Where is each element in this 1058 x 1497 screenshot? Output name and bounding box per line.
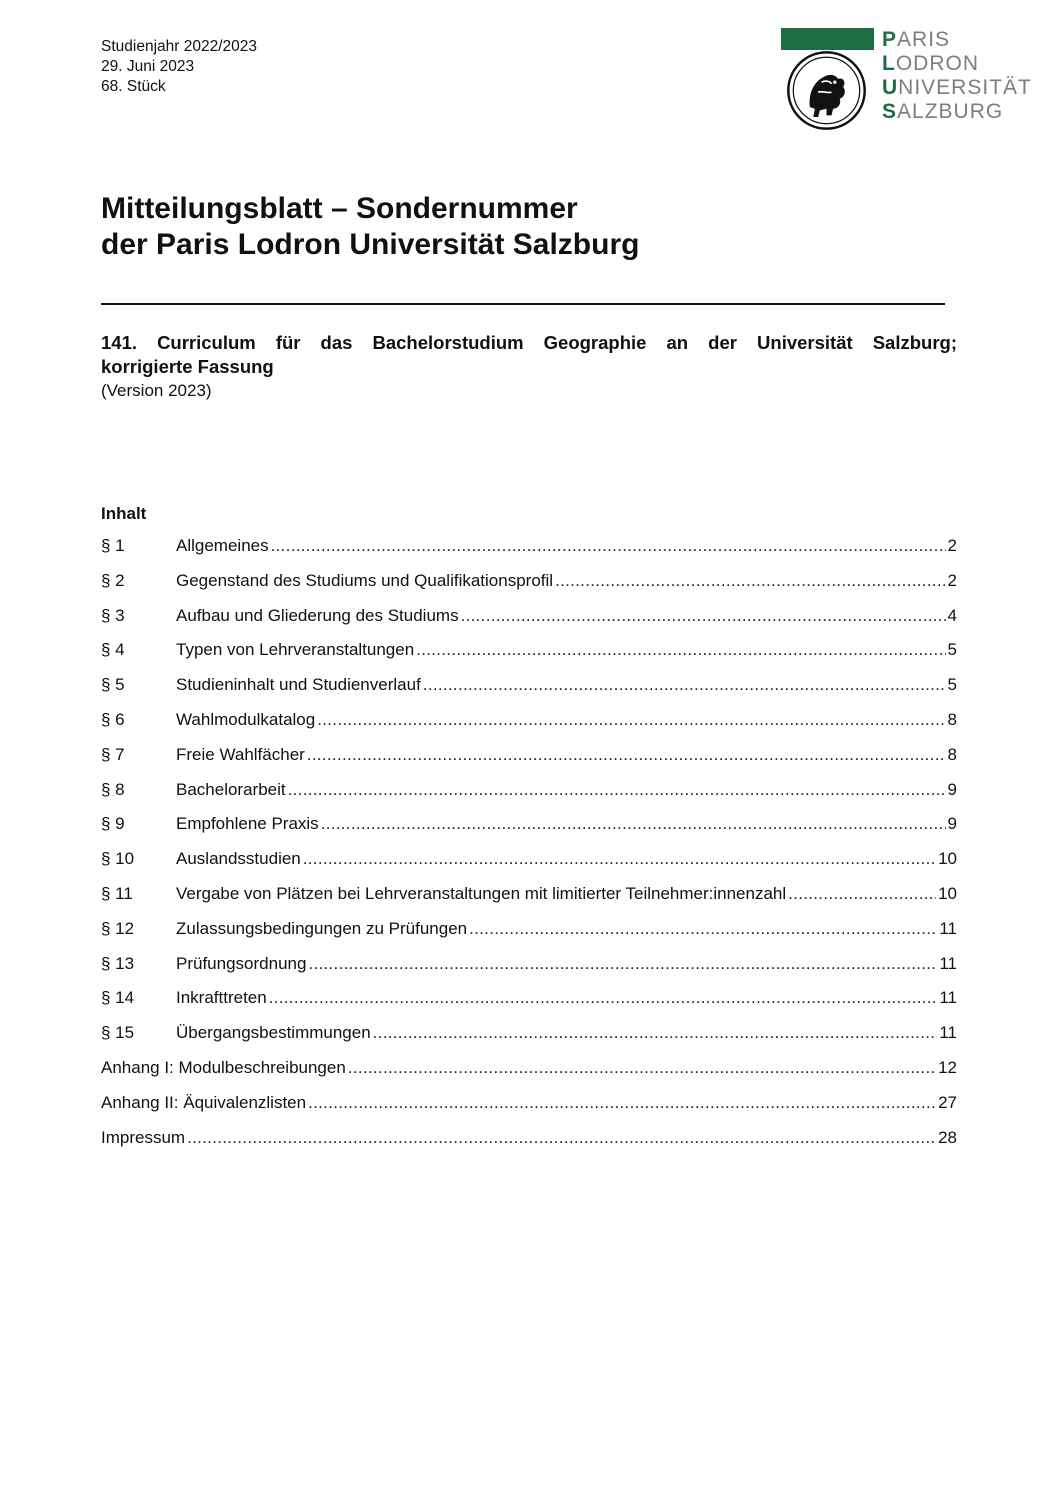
table-of-contents	[101, 536, 957, 1162]
toc-entry-page: 8	[947, 709, 957, 729]
toc-entry-label: Anhang II: Äquivalenzlisten	[101, 1092, 307, 1112]
toc-entry-page: 28	[938, 1127, 957, 1147]
toc-dot-leader	[308, 954, 937, 974]
toc-entry[interactable]	[101, 780, 957, 815]
document-version: (Version 2023)	[101, 381, 212, 400]
logo-line: SALZBURG	[882, 100, 1004, 123]
toc-entry-page: 9	[947, 779, 957, 799]
toc-entry-page: 27	[938, 1092, 957, 1112]
toc-entry[interactable]	[101, 849, 957, 884]
document-title	[101, 331, 957, 379]
issue-date: 29. Juni 2023	[101, 58, 195, 75]
toc-entry[interactable]	[101, 536, 957, 571]
toc-entry-page: 9	[947, 814, 957, 834]
toc-entry[interactable]	[101, 919, 957, 954]
toc-dot-leader	[308, 1093, 936, 1113]
toc-entry-page: 4	[947, 605, 957, 625]
university-logo	[781, 28, 1041, 126]
toc-dot-leader	[288, 780, 946, 800]
logo-line: UNIVERSITÄT	[882, 76, 1032, 99]
toc-dot-leader	[788, 884, 936, 904]
toc-entry-label: Übergangsbestimmungen	[176, 1023, 371, 1043]
toc-entry-label: Typen von Lehrveranstaltungen	[176, 640, 415, 660]
toc-dot-leader	[416, 640, 945, 660]
toc-entry-label: Studieninhalt und Studienverlauf	[176, 675, 421, 695]
toc-dot-leader	[469, 919, 937, 939]
toc-entry-label: Impressum	[101, 1127, 186, 1147]
toc-entry-label: Vergabe von Plätzen bei Lehrveranstaltungen mit limitierter Teilnehmer:innenzahl	[176, 883, 787, 903]
toc-entry[interactable]	[101, 571, 957, 606]
academic-year: Studienjahr 2022/2023	[101, 38, 257, 55]
toc-entry-label: Freie Wahlfächer	[176, 744, 305, 764]
toc-entry-number: § 10	[101, 849, 135, 869]
toc-entry-label: Zulassungsbedingungen zu Prüfungen	[176, 918, 468, 938]
toc-dot-leader	[317, 710, 945, 730]
toc-entry-page: 10	[938, 883, 957, 903]
toc-dot-leader	[269, 988, 938, 1008]
toc-dot-leader	[348, 1058, 936, 1078]
toc-entry-page: 5	[947, 640, 957, 660]
toc-entry[interactable]	[101, 710, 957, 745]
toc-dot-leader	[307, 745, 946, 765]
toc-entry-number: § 14	[101, 988, 135, 1008]
logo-wordmark	[882, 28, 1032, 124]
toc-entry-page: 10	[938, 849, 957, 869]
toc-dot-leader	[271, 536, 946, 556]
toc-entry-label: Auslandsstudien	[176, 849, 301, 869]
logo-line: PARIS	[882, 28, 951, 51]
toc-entry-number: § 15	[101, 1023, 135, 1043]
toc-entry[interactable]	[101, 1093, 957, 1128]
toc-entry[interactable]	[101, 640, 957, 675]
title-line-1: Mitteilungsblatt – Sondernummer	[101, 192, 578, 225]
toc-entry-number: § 5	[101, 675, 125, 695]
toc-dot-leader	[423, 675, 946, 695]
toc-entry-label: Prüfungsordnung	[176, 953, 307, 973]
toc-entry-label: Empfohlene Praxis	[176, 814, 319, 834]
toc-entry-number: § 11	[101, 883, 133, 903]
toc-entry-page: 11	[939, 953, 957, 973]
toc-entry-page: 5	[947, 675, 957, 695]
toc-entry[interactable]	[101, 884, 957, 919]
toc-entry-number: § 6	[101, 709, 125, 729]
toc-entry[interactable]	[101, 675, 957, 710]
toc-entry-page: 11	[939, 1023, 957, 1043]
issue-metadata	[101, 37, 257, 97]
toc-entry[interactable]	[101, 745, 957, 780]
toc-entry-label: Bachelorarbeit	[176, 779, 286, 799]
toc-entry-label: Allgemeines	[176, 536, 269, 555]
toc-entry[interactable]	[101, 954, 957, 989]
document-title-line-1: 141. Curriculum für das Bachelorstudium Geographie an der Universität Salzburg;	[101, 332, 957, 353]
toc-entry-page: 12	[938, 1057, 957, 1077]
toc-entry[interactable]	[101, 606, 957, 641]
toc-entry-label: Inkrafttreten	[176, 988, 267, 1008]
logo-green-band	[781, 28, 874, 50]
document-title-line-2: korrigierte Fassung	[101, 356, 274, 377]
toc-entry-label: Anhang I: Modulbeschreibungen	[101, 1057, 346, 1077]
toc-entry[interactable]	[101, 1058, 957, 1093]
title-line-2: der Paris Lodron Universität Salzburg	[101, 228, 640, 261]
toc-entry-number: § 2	[101, 570, 125, 590]
page-title	[101, 191, 639, 263]
toc-entry[interactable]	[101, 1023, 957, 1058]
toc-entry-page: 11	[939, 918, 957, 938]
toc-entry-page: 11	[939, 988, 957, 1008]
toc-entry[interactable]	[101, 1128, 957, 1163]
toc-entry-page: 2	[947, 536, 957, 555]
toc-entry-number: § 7	[101, 744, 125, 764]
horizontal-divider	[101, 303, 945, 305]
toc-entry-number: § 12	[101, 918, 135, 938]
toc-dot-leader	[373, 1023, 938, 1043]
toc-heading: Inhalt	[101, 504, 147, 523]
toc-dot-leader	[187, 1128, 936, 1148]
toc-dot-leader	[321, 814, 946, 834]
toc-entry-label: Gegenstand des Studiums und Qualifikationsprofil	[176, 570, 554, 590]
issue-number: 68. Stück	[101, 78, 166, 95]
toc-entry-number: § 4	[101, 640, 125, 660]
lion-seal-icon	[785, 49, 868, 132]
toc-dot-leader	[461, 606, 946, 626]
toc-dot-leader	[303, 849, 936, 869]
toc-entry-page: 2	[947, 570, 957, 590]
toc-entry-label: Wahlmodulkatalog	[176, 709, 316, 729]
toc-entry-number: § 13	[101, 953, 135, 973]
toc-entry-number: § 9	[101, 814, 125, 834]
toc-entry-number: § 1	[101, 536, 125, 555]
logo-line: LODRON	[882, 52, 979, 75]
toc-entry[interactable]	[101, 814, 957, 849]
toc-dot-leader	[555, 571, 945, 591]
toc-entry-number: § 8	[101, 779, 125, 799]
toc-entry-label: Aufbau und Gliederung des Studiums	[176, 605, 459, 625]
toc-entry-number: § 3	[101, 605, 125, 625]
toc-entry-page: 8	[947, 744, 957, 764]
toc-entry[interactable]	[101, 988, 957, 1023]
